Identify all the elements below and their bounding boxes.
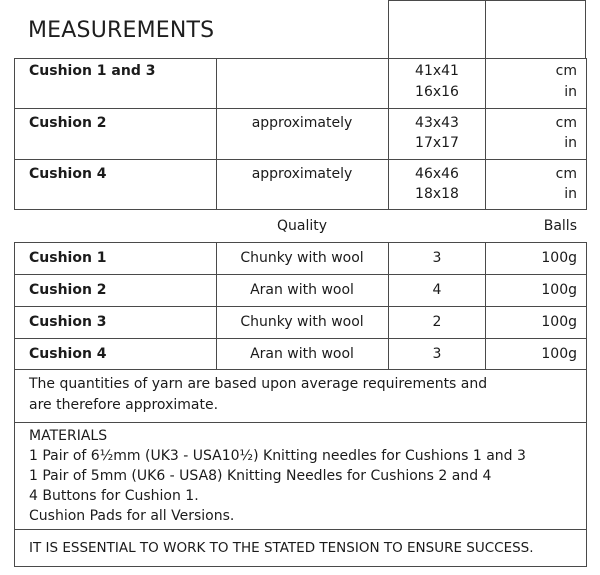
yarn-name: Cushion 1	[29, 250, 107, 266]
materials-heading: MATERIALS	[29, 428, 108, 444]
yarn-quality: Aran with wool	[250, 282, 354, 298]
yarn-balls: 3	[432, 250, 442, 266]
divider	[14, 274, 587, 275]
measurement-size: 43x43	[415, 115, 459, 131]
yarn-weight: 100g	[541, 250, 577, 266]
yarn-weight: 100g	[541, 346, 577, 362]
tension-note: IT IS ESSENTIAL TO WORK TO THE STATED TENSION TO ENSURE SUCCESS.	[29, 540, 534, 556]
page-title: MEASUREMENTS	[28, 18, 215, 43]
materials-line: Cushion Pads for all Versions.	[29, 508, 235, 524]
yarn-name: Cushion 2	[29, 282, 107, 298]
yarn-quality: Aran with wool	[250, 346, 354, 362]
yarn-name: Cushion 3	[29, 314, 107, 330]
measurement-note: approximately	[251, 115, 353, 131]
measurement-size: 18x18	[415, 186, 459, 202]
header-cell-unit	[485, 0, 586, 58]
divider	[14, 159, 587, 160]
measurement-name: Cushion 4	[29, 166, 107, 182]
divider	[216, 58, 217, 210]
measurement-unit: in	[564, 135, 577, 151]
yarn-note-line: are therefore approximate.	[29, 397, 219, 413]
materials-line: 4 Buttons for Cushion 1.	[29, 488, 199, 504]
divider	[14, 306, 587, 307]
measurement-unit: cm	[555, 63, 577, 79]
yarn-weight: 100g	[541, 314, 577, 330]
yarn-balls: 3	[432, 346, 442, 362]
yarn-quality: Chunky with wool	[240, 314, 364, 330]
balls-header: Balls	[543, 218, 577, 234]
divider	[14, 338, 587, 339]
measurement-unit: cm	[555, 166, 577, 182]
materials-line: 1 Pair of 5mm (UK6 - USA8) Knitting Needles for Cushions 2 and 4	[29, 468, 492, 484]
measurement-size: 16x16	[415, 84, 459, 100]
yarn-balls: 4	[432, 282, 442, 298]
header-cell-size	[388, 0, 486, 58]
divider	[14, 108, 587, 109]
yarn-name: Cushion 4	[29, 346, 107, 362]
yarn-quality: Chunky with wool	[240, 250, 364, 266]
materials-line: 1 Pair of 6½mm (UK3 - USA10½) Knitting needles for Cushions 1 and 3	[29, 448, 526, 464]
yarn-note-line: The quantities of yarn are based upon average requirements and	[29, 376, 488, 392]
measurement-unit: in	[564, 84, 577, 100]
measurement-size: 17x17	[415, 135, 459, 151]
quality-header: Quality	[276, 218, 328, 234]
measurement-size: 46x46	[415, 166, 459, 182]
measurement-unit: cm	[555, 115, 577, 131]
measurement-size: 41x41	[415, 63, 459, 79]
yarn-balls: 2	[432, 314, 442, 330]
measurement-name: Cushion 2	[29, 115, 107, 131]
measurement-note: approximately	[251, 166, 353, 182]
measurement-name: Cushion 1 and 3	[29, 63, 156, 79]
yarn-weight: 100g	[541, 282, 577, 298]
measurement-unit: in	[564, 186, 577, 202]
